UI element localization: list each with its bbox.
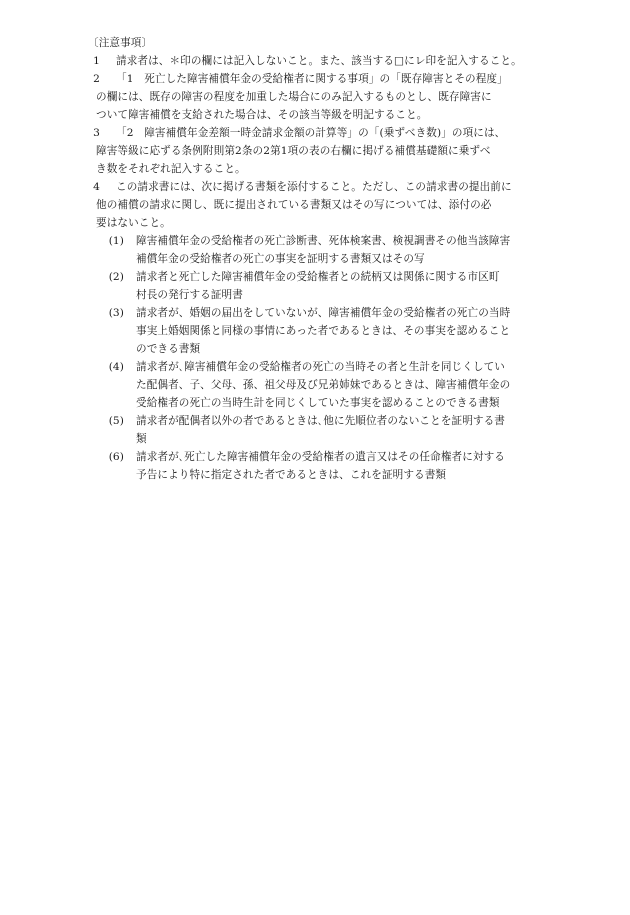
- sub-item-3: [86, 304, 556, 358]
- note-item-1: [86, 52, 556, 70]
- note-text-line: この請求書には、次に掲げる書類を添付すること。ただし、この請求書の提出前に: [116, 181, 512, 193]
- note-text-line: 「1 死亡した障害補償年金の受給権者に関する事項」の「既存障害とその程度」: [116, 73, 508, 85]
- sub-item-text-line: 補償年金の受給権者の死亡の事実を証明する書類又はその写: [136, 253, 425, 265]
- sub-item-text-line: のできる書類: [136, 343, 201, 355]
- sub-item-text-line: 請求者が配偶者以外の者であるときは､他に先順位者のないことを証明する書: [136, 415, 505, 427]
- note-number: 1: [93, 55, 100, 67]
- sub-item-number: (3): [108, 307, 124, 319]
- note-number: 3: [93, 127, 100, 139]
- sub-item-text-line: 事実上婚姻関係と同様の事情にあった者であるときは、その事実を認めること: [136, 325, 511, 337]
- note-item-4: [86, 178, 556, 196]
- note-number: 2: [93, 73, 100, 85]
- sub-item-text-line: 類: [136, 433, 147, 445]
- sub-item-text-line: 障害補償年金の受給権者の死亡診断書、死体検案書、検視調書その他当該障害: [136, 235, 511, 247]
- note-item-2: [86, 70, 556, 88]
- note-text-line: 「2 障害補償年金差額一時金請求金額の計算等」の「(乗ずべき数)」の項には、: [116, 127, 506, 139]
- note-text-line: 要はないこと。: [96, 217, 171, 229]
- sub-item-text-line: 受給権者の死亡の当時生計を同じくしていた事実を認めることのできる書類: [136, 397, 500, 409]
- sub-item-text-line: 請求者が､障害補償年金の受給権者の死亡の当時その者と生計を同じくしてい: [136, 361, 505, 373]
- note-text-line: の欄には、既存の障害の程度を加重した場合にのみ記入するものとし、既存障害に: [96, 91, 492, 103]
- note-number: 4: [93, 181, 100, 193]
- sub-item-5: [86, 412, 556, 448]
- sub-item-text-line: 請求者が､死亡した障害補償年金の受給権者の遺言又はその任命権者に対する: [136, 451, 505, 463]
- sub-item-4: [86, 358, 556, 412]
- notes-document: [86, 34, 556, 484]
- sub-item-6: [86, 448, 556, 484]
- sub-item-number: (6): [108, 451, 124, 463]
- sub-item-number: (5): [108, 415, 124, 427]
- sub-item-text-line: た配偶者、子、父母、孫、祖父母及び兄弟姉妹であるときは、障害補償年金の: [136, 379, 511, 391]
- note-text-line: 請求者は、＊印の欄には記入しないこと。また、該当する□にレ印を記入すること。: [116, 55, 522, 67]
- sub-item-2: [86, 268, 556, 304]
- notes-heading: 〔注意事項〕: [88, 37, 153, 49]
- sub-item-1: [86, 232, 556, 268]
- note-text-line: き数をそれぞれ記入すること。: [96, 163, 246, 175]
- sub-item-text-line: 村長の発行する証明書: [136, 289, 243, 301]
- sub-item-text-line: 予告により特に指定された者であるときは、これを証明する書類: [136, 469, 447, 481]
- note-text-line: 障害等級に応ずる条例附則第2条の2第1項の表の右欄に掲げる補償基礎額に乗ずべ: [96, 145, 491, 157]
- note-item-3: [86, 124, 556, 142]
- sub-item-text-line: 請求者と死亡した障害補償年金の受給権者との続柄又は関係に関する市区町: [136, 271, 500, 283]
- sub-item-number: (2): [108, 271, 124, 283]
- note-text-line: 他の補償の請求に関し、既に提出されている書類又はその写については、添付の必: [96, 199, 492, 211]
- sub-item-number: (1): [108, 235, 124, 247]
- sub-item-text-line: 請求者が、婚姻の届出をしていないが、障害補償年金の受給権者の死亡の当時: [136, 307, 511, 319]
- sub-item-number: (4): [108, 361, 124, 373]
- note-text-line: ついて障害補償を支給された場合は、その該当等級を明記すること。: [96, 109, 428, 121]
